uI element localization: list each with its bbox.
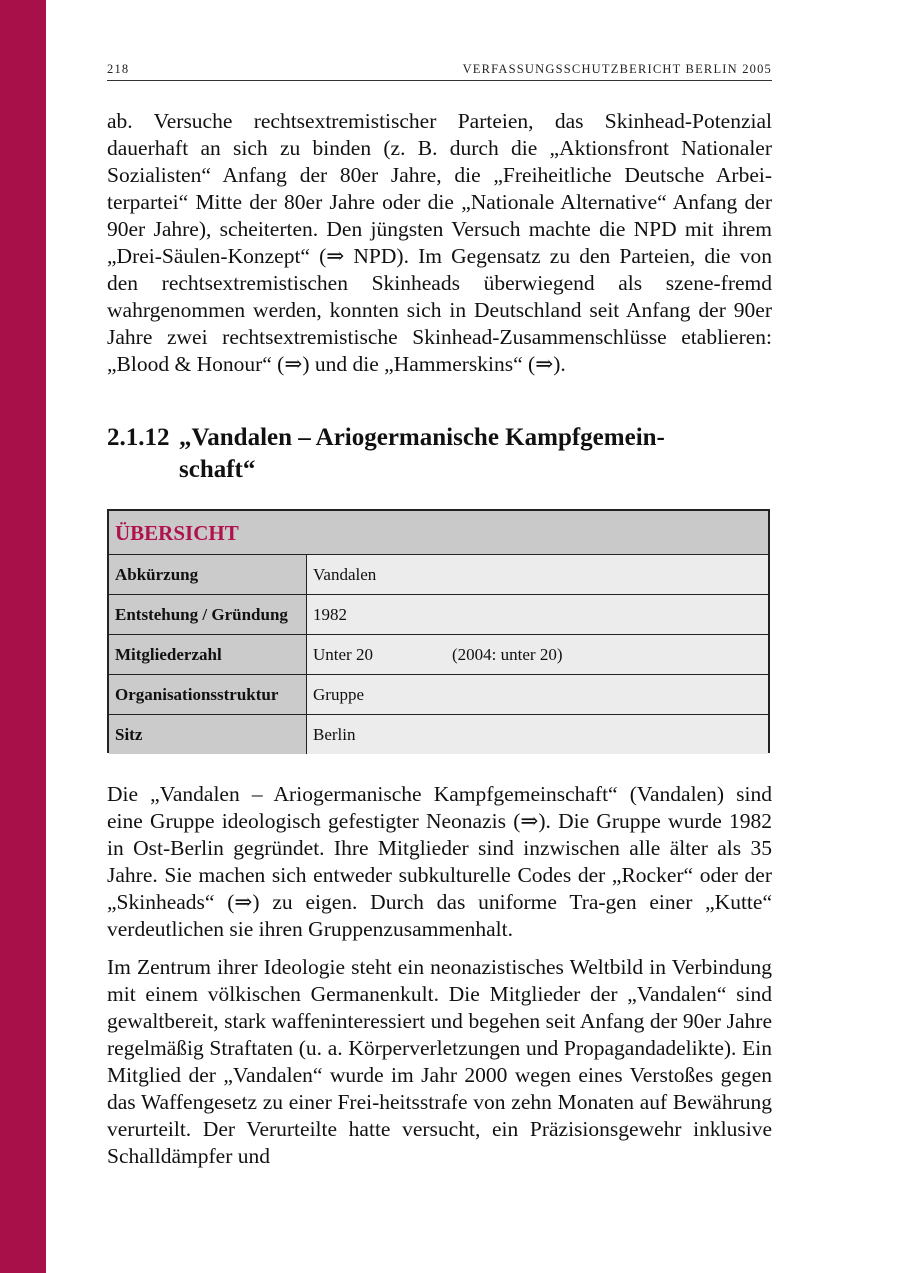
row-label: Sitz — [109, 715, 307, 754]
row-label: Mitgliederzahl — [109, 635, 307, 674]
row-value: Gruppe — [307, 675, 768, 714]
row-value-cell — [307, 635, 768, 674]
running-title: VERFASSUNGSSCHUTZBERICHT BERLIN 2005 — [462, 62, 772, 76]
section-heading — [107, 422, 772, 486]
section-title-line2: schaft“ — [179, 456, 256, 483]
row-value: 1982 — [307, 595, 768, 634]
table-row — [109, 715, 768, 754]
side-color-bar — [0, 0, 46, 1273]
paragraph-description: Die „Vandalen – Ariogermanische Kampfgemeinschaft“ (Vandalen) sind eine Gruppe ideologisch gefestigter Neonazis (⇒). Die Gruppe wurde 1982 in Ost-Berlin gegründet. Ihre Mitglieder sind inzwischen alle älter als 35 Jahre. Sie machen sich entweder subkulturelle Codes der „Rocker“ oder der „Skinheads“ (⇒) zu eigen. Durch das uniforme Tra-gen einer „Kutte“ verdeutlichen sie ihren Gruppenzusammenhalt. — [107, 782, 772, 941]
overview-table — [107, 509, 770, 753]
overview-title: ÜBERSICHT — [109, 511, 768, 555]
row-value: Unter 20 — [313, 645, 373, 664]
paragraph-intro: ab. Versuche rechtsextremistischer Parteien, das Skinhead-Potenzial dauerhaft an sich zu binden (z. B. durch die „Aktionsfront Nationaler Sozialisten“ Anfang der 80er Jahre, die „Freiheitliche Deutsche Arbei-terpartei“ Mitte der 80er Jahre oder die „Nationale Alternative“ Anfang der 90er Jahre), scheiterten. Den jüngsten Versuch machte die NPD mit ihrem „Drei-Säulen-Konzept“ (⇒ NPD). Im Gegensatz zu den Parteien, die von den rechtsextremistischen Skinheads überwiegend als szene-fremd wahrgenommen werden, konnten sich in Deutschland seit Anfang der 90er Jahre zwei rechtsextremistische Skinhead-Zusammenschlüsse etablieren: „Blood & Honour“ (⇒) und die „Hammerskins“ (⇒). — [107, 109, 772, 376]
page-number: 218 — [107, 62, 130, 76]
table-row — [109, 555, 768, 595]
row-value-previous-year: (2004: unter 20) — [452, 645, 563, 664]
running-header — [107, 60, 772, 81]
section-number: 2.1.12 — [107, 424, 170, 451]
table-row — [109, 675, 768, 715]
section-title-line1: „Vandalen – Ariogermanische Kampfgemein- — [179, 424, 665, 451]
row-label: Organisationsstruktur — [109, 675, 307, 714]
table-row — [109, 635, 768, 675]
row-value: Berlin — [307, 715, 768, 754]
paragraph-ideology: Im Zentrum ihrer Ideologie steht ein neonazistisches Weltbild in Verbindung mit einem völkischen Germanenkult. Die Mitglieder der „Vandalen“ sind gewaltbereit, stark waffeninteressiert und begehen seit Anfang der 90er Jahre regelmäßig Straftaten (u. a. Körperverletzungen und Propagandadelikte). Ein Mitglied der „Vandalen“ wurde im Jahr 2000 wegen eines Verstoßes gegen das Waffengesetz zu einer Frei-heitsstrafe von zehn Monaten auf Bewährung verurteilt. Der Verurteilte hatte versucht, ein Präzisionsgewehr inklusive Schalldämpfer und — [107, 955, 772, 1168]
table-row — [109, 595, 768, 635]
row-label: Entstehung / Gründung — [109, 595, 307, 634]
row-value: Vandalen — [307, 555, 768, 594]
row-label: Abkürzung — [109, 555, 307, 594]
